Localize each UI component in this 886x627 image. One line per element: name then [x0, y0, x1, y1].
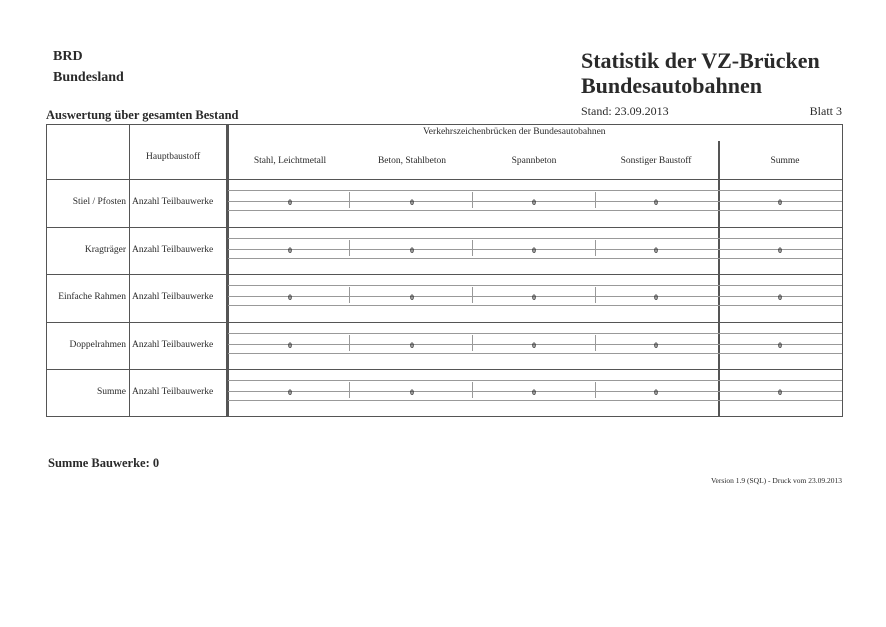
table-cell-value: 0 — [654, 388, 658, 397]
table-cell-value: 0 — [288, 293, 292, 302]
row-guide-line — [228, 285, 842, 286]
page-title-line2: Bundesautobahnen — [581, 73, 762, 98]
hauptbaustoff-header: Hauptbaustoff — [146, 152, 201, 162]
table-cell-value: 0 — [532, 388, 536, 397]
report-date: Stand: 23.09.2013 — [581, 104, 669, 118]
row-metric: Anzahl Teilbauwerke — [132, 292, 214, 302]
row-metric: Anzahl Teilbauwerke — [132, 387, 214, 397]
row-guide-line — [228, 333, 842, 334]
page-title: Statistik der VZ-Brücken — [581, 48, 820, 73]
table-cell-value: 0 — [532, 341, 536, 350]
row-guide-line — [228, 238, 842, 239]
cell-divider — [349, 335, 350, 351]
row-label: Doppelrahmen — [69, 340, 126, 350]
row-metric: Anzahl Teilbauwerke — [132, 340, 214, 350]
cell-divider — [595, 382, 596, 398]
country-label: BRD — [53, 49, 83, 64]
row-label: Einfache Rahmen — [58, 292, 126, 302]
cell-divider — [595, 287, 596, 303]
table-cell-value: 0 — [410, 388, 414, 397]
state-label: Bundesland — [53, 70, 124, 85]
table-cell-value: 0 — [410, 341, 414, 350]
col-header-spannbeton: Spannbeton — [511, 156, 557, 166]
cell-divider — [349, 192, 350, 208]
table-cell-value: 0 — [778, 246, 782, 255]
table-cell-value: 0 — [654, 293, 658, 302]
row-guide-line — [228, 258, 842, 259]
sheet-number: Blatt 3 — [809, 104, 842, 118]
row-guide-line — [228, 210, 842, 211]
cell-divider — [595, 240, 596, 256]
row-metric: Anzahl Teilbauwerke — [132, 197, 214, 207]
table-cell-value: 0 — [532, 198, 536, 207]
table-cell-value: 0 — [410, 246, 414, 255]
statistics-table — [46, 124, 843, 417]
table-cell-value: 0 — [778, 341, 782, 350]
cell-divider — [595, 192, 596, 208]
table-cell-value: 0 — [288, 198, 292, 207]
row-guide-line — [228, 380, 842, 381]
cell-divider — [349, 240, 350, 256]
row-guide-line — [228, 400, 842, 401]
version-note: Version 1.9 (SQL) - Druck vom 23.09.2013 — [710, 476, 842, 485]
table-cell-value: 0 — [410, 198, 414, 207]
cell-divider — [472, 240, 473, 256]
cell-divider — [472, 382, 473, 398]
table-cell-value: 0 — [532, 246, 536, 255]
col-header-stahl: Stahl, Leichtmetall — [253, 156, 327, 166]
cell-divider — [595, 335, 596, 351]
cell-divider — [472, 335, 473, 351]
row-label: Stiel / Pfosten — [72, 197, 126, 207]
group-header: Verkehrszeichenbrücken der Bundesautobahnen — [423, 127, 606, 137]
total-structures: Summe Bauwerke: 0 — [48, 456, 160, 470]
col-header-beton: Beton, Stahlbeton — [377, 156, 447, 166]
row-metric: Anzahl Teilbauwerke — [132, 245, 214, 255]
table-cell-value: 0 — [778, 198, 782, 207]
row-label: Summe — [96, 387, 126, 397]
table-cell-value: 0 — [288, 246, 292, 255]
table-cell-value: 0 — [410, 293, 414, 302]
cell-divider — [349, 287, 350, 303]
table-cell-value: 0 — [532, 293, 536, 302]
row-guide-line — [228, 190, 842, 191]
report-subtitle: Auswertung über gesamten Bestand — [46, 108, 239, 122]
row-guide-line — [228, 353, 842, 354]
table-cell-value: 0 — [288, 388, 292, 397]
col-header-summe: Summe — [770, 156, 800, 166]
cell-divider — [349, 382, 350, 398]
row-label: Kragträger — [84, 245, 126, 255]
cell-divider — [472, 287, 473, 303]
table-cell-value: 0 — [288, 341, 292, 350]
col-header-sonstiger: Sonstiger Baustoff — [620, 156, 692, 166]
table-cell-value: 0 — [778, 388, 782, 397]
cell-divider — [472, 192, 473, 208]
table-cell-value: 0 — [654, 341, 658, 350]
row-guide-line — [228, 305, 842, 306]
table-cell-value: 0 — [654, 198, 658, 207]
table-cell-value: 0 — [778, 293, 782, 302]
table-cell-value: 0 — [654, 246, 658, 255]
